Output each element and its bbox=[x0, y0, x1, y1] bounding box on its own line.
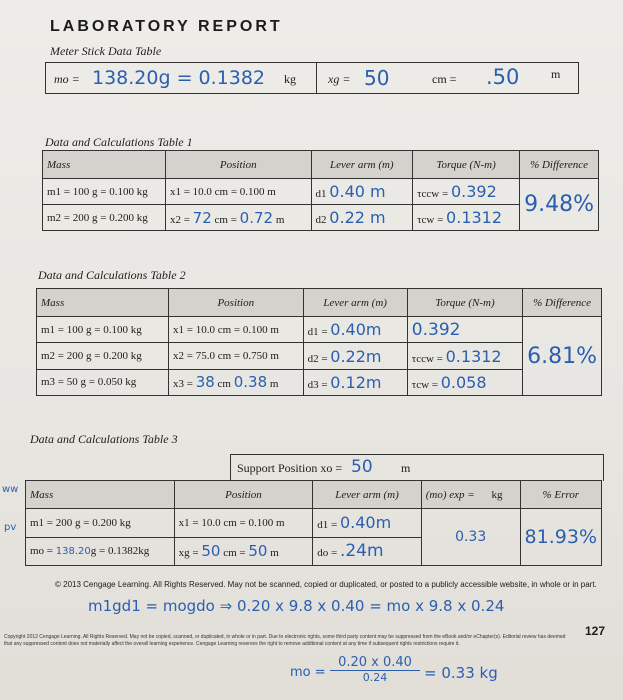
mass-cell: m2 = 200 g = 0.200 kg bbox=[37, 343, 169, 369]
table1-header-torque: Torque (N-m) bbox=[413, 151, 520, 179]
lever-cell bbox=[313, 509, 422, 537]
table3-header-position: Position bbox=[174, 481, 313, 509]
page-number: 127 bbox=[585, 624, 606, 638]
lever-label: d3 = bbox=[307, 378, 328, 391]
support-unit: m bbox=[401, 461, 411, 475]
exp-handwritten: 0.33 bbox=[455, 529, 487, 546]
lever-handwritten: 0.22m bbox=[330, 346, 382, 366]
table2-header-torque: Torque (N-m) bbox=[407, 289, 522, 317]
lever-label: d1 = bbox=[307, 326, 328, 339]
exp-cell bbox=[421, 509, 520, 566]
table-row bbox=[26, 509, 602, 537]
torque-handwritten: 0.392 bbox=[450, 182, 497, 201]
error-cell bbox=[520, 509, 601, 566]
table2-caption: Data and Calculations Table 2 bbox=[38, 268, 186, 282]
m-unit: m bbox=[551, 67, 561, 81]
table3-header-exp bbox=[421, 481, 520, 509]
position-handwritten-m: 50 bbox=[248, 542, 268, 561]
mass-unit: kg bbox=[284, 72, 296, 86]
torque-cell bbox=[407, 343, 522, 369]
torque-cell bbox=[407, 369, 522, 395]
torque-cell bbox=[413, 179, 520, 205]
position-handwritten-m: 0.38 bbox=[233, 373, 268, 392]
position-mid: cm = bbox=[223, 547, 246, 560]
table2-header-difference: % Difference bbox=[523, 289, 602, 317]
position-label: xg = bbox=[178, 547, 199, 560]
mass-cell: m2 = 200 g = 0.200 kg bbox=[43, 205, 166, 231]
lever-label: d2 bbox=[315, 214, 327, 226]
work-result: = 0.33 kg bbox=[424, 664, 498, 682]
margin-note-2: pv bbox=[4, 522, 17, 533]
position-label: x3 = bbox=[172, 378, 193, 391]
position-handwritten-m: 0.72 bbox=[239, 208, 274, 227]
support-handwritten: 50 bbox=[351, 457, 373, 477]
difference-handwritten: 6.81% bbox=[527, 343, 597, 369]
mass-label: mo = bbox=[54, 72, 80, 86]
lever-label: d1 bbox=[315, 188, 327, 200]
torque-handwritten: 0.392 bbox=[411, 319, 461, 340]
margin-note-1: ww bbox=[2, 484, 19, 495]
table-row bbox=[43, 205, 599, 231]
position-cell bbox=[168, 369, 303, 395]
lever-cell bbox=[303, 369, 407, 395]
torque-label: τcw = bbox=[411, 378, 438, 391]
difference-cell bbox=[520, 179, 599, 231]
meter-stick-table bbox=[45, 62, 579, 94]
work-mo-label: mo = bbox=[290, 665, 326, 680]
table-row bbox=[37, 343, 602, 369]
lever-handwritten: 0.12m bbox=[330, 372, 382, 392]
position-cell: x1 = 10.0 cm = 0.100 m bbox=[165, 179, 311, 205]
xg-value-handwritten: 50 bbox=[364, 66, 390, 90]
mass-label: mo = bbox=[30, 545, 54, 558]
cm-label: cm = bbox=[432, 72, 457, 86]
difference-cell bbox=[523, 317, 602, 396]
lever-label: d1 = bbox=[317, 519, 338, 532]
error-handwritten: 81.93% bbox=[524, 526, 597, 549]
table-row bbox=[37, 317, 602, 343]
mass-cell bbox=[26, 537, 175, 565]
position-cell bbox=[174, 537, 313, 565]
lever-cell bbox=[313, 537, 422, 565]
work-fraction-top: 0.20 x 0.40 bbox=[330, 655, 420, 671]
torque-label: τcw = bbox=[417, 214, 444, 226]
support-label: Support Position xo = bbox=[237, 461, 343, 475]
mass-value-handwritten: 138.20g = 0.1382 bbox=[92, 67, 266, 89]
position-cell: x1 = 10.0 cm = 0.100 m bbox=[174, 509, 313, 537]
table1-header-difference: % Difference bbox=[520, 151, 599, 179]
mass-rest: g = 0.1382kg bbox=[90, 545, 150, 558]
work-fraction bbox=[330, 655, 420, 684]
position-unit: m bbox=[275, 213, 285, 226]
difference-handwritten: 9.48% bbox=[524, 192, 594, 217]
position-handwritten: 72 bbox=[192, 208, 212, 227]
table2 bbox=[36, 288, 602, 396]
table3-header-lever-arm: Lever arm (m) bbox=[313, 481, 422, 509]
torque-handwritten: 0.1312 bbox=[445, 346, 502, 366]
table2-header-lever-arm: Lever arm (m) bbox=[303, 289, 407, 317]
torque-cell bbox=[413, 205, 520, 231]
lever-handwritten: 0.40 m bbox=[329, 182, 386, 201]
position-unit: m bbox=[270, 547, 279, 560]
torque-label: τccw = bbox=[417, 188, 449, 200]
table2-header-position: Position bbox=[168, 289, 303, 317]
meter-stick-caption: Meter Stick Data Table bbox=[50, 44, 162, 58]
position-mid: cm bbox=[217, 378, 231, 391]
report-title: LABORATORY REPORT bbox=[50, 18, 283, 35]
work-fraction-bottom: 0.24 bbox=[362, 671, 388, 684]
table-row bbox=[43, 179, 599, 205]
fine-print: Copyright 2012 Cengage Learning. All Rights Reserved. May not be copied, scanned, or duplicated, in whole or in part. Due to electronic rights, some third party content may be suppressed from the eBook and/or eChapter(s). Editorial review has deemed that any suppressed content does not materially affect the overall learning experience. Cengage Learning reserves the right to remove additional content at any time if subsequent rights restrictions require it. bbox=[4, 634, 566, 647]
mass-cell: m1 = 100 g = 0.100 kg bbox=[37, 317, 169, 343]
xg-label: xg = bbox=[328, 72, 351, 86]
mass-handwritten: 138.20 bbox=[55, 546, 91, 558]
torque-label: τccw = bbox=[411, 352, 443, 365]
support-position bbox=[230, 454, 604, 481]
torque-cell bbox=[407, 317, 522, 343]
position-handwritten: 38 bbox=[195, 373, 215, 392]
table-row bbox=[37, 369, 602, 395]
lever-handwritten: .24m bbox=[339, 541, 384, 562]
table3-header-error: % Error bbox=[520, 481, 601, 509]
table2-header-mass: Mass bbox=[37, 289, 169, 317]
position-cell: x2 = 75.0 cm = 0.750 m bbox=[168, 343, 303, 369]
mass-cell: m3 = 50 g = 0.050 kg bbox=[37, 369, 169, 395]
table1-caption: Data and Calculations Table 1 bbox=[45, 135, 193, 149]
position-handwritten: 50 bbox=[201, 542, 221, 561]
torque-handwritten: 0.1312 bbox=[446, 208, 503, 227]
table1-header-position: Position bbox=[165, 151, 311, 179]
copyright-notice: © 2013 Cengage Learning. All Rights Reserved. May not be scanned, copied or duplicated, or posted to a publicly accessible website, in whole or in part. bbox=[55, 580, 597, 589]
lever-handwritten: 0.22 m bbox=[329, 208, 386, 227]
position-cell bbox=[165, 205, 311, 231]
lever-handwritten: 0.40m bbox=[330, 320, 382, 340]
mass-cell: m1 = 200 g = 0.200 kg bbox=[26, 509, 175, 537]
table3 bbox=[25, 480, 602, 566]
table3-caption: Data and Calculations Table 3 bbox=[30, 432, 178, 446]
exp-unit: kg bbox=[491, 488, 503, 501]
lever-cell bbox=[303, 343, 407, 369]
position-mid: cm = bbox=[214, 213, 237, 226]
table3-header-mass: Mass bbox=[26, 481, 175, 509]
exp-label: (mo) exp = bbox=[425, 488, 475, 501]
work-line-1: m1gd1 = mogdo ⇒ 0.20 x 9.8 x 0.40 = mo x 9.8 x 0.24 bbox=[88, 597, 505, 615]
lever-label: d2 = bbox=[307, 352, 328, 365]
position-unit: m bbox=[269, 378, 279, 391]
table1 bbox=[42, 150, 599, 231]
table1-header-lever-arm: Lever arm (m) bbox=[311, 151, 413, 179]
position-label: x2 = bbox=[169, 213, 190, 226]
lever-cell bbox=[311, 179, 413, 205]
lever-cell bbox=[303, 317, 407, 343]
cm-value-handwritten: .50 bbox=[486, 65, 520, 89]
lever-label: do = bbox=[317, 547, 338, 560]
mass-cell: m1 = 100 g = 0.100 kg bbox=[43, 179, 166, 205]
table1-header-mass: Mass bbox=[43, 151, 166, 179]
lever-handwritten: 0.40m bbox=[339, 513, 392, 533]
torque-handwritten: 0.058 bbox=[440, 372, 487, 392]
lever-cell bbox=[311, 205, 413, 231]
position-cell: x1 = 10.0 cm = 0.100 m bbox=[168, 317, 303, 343]
